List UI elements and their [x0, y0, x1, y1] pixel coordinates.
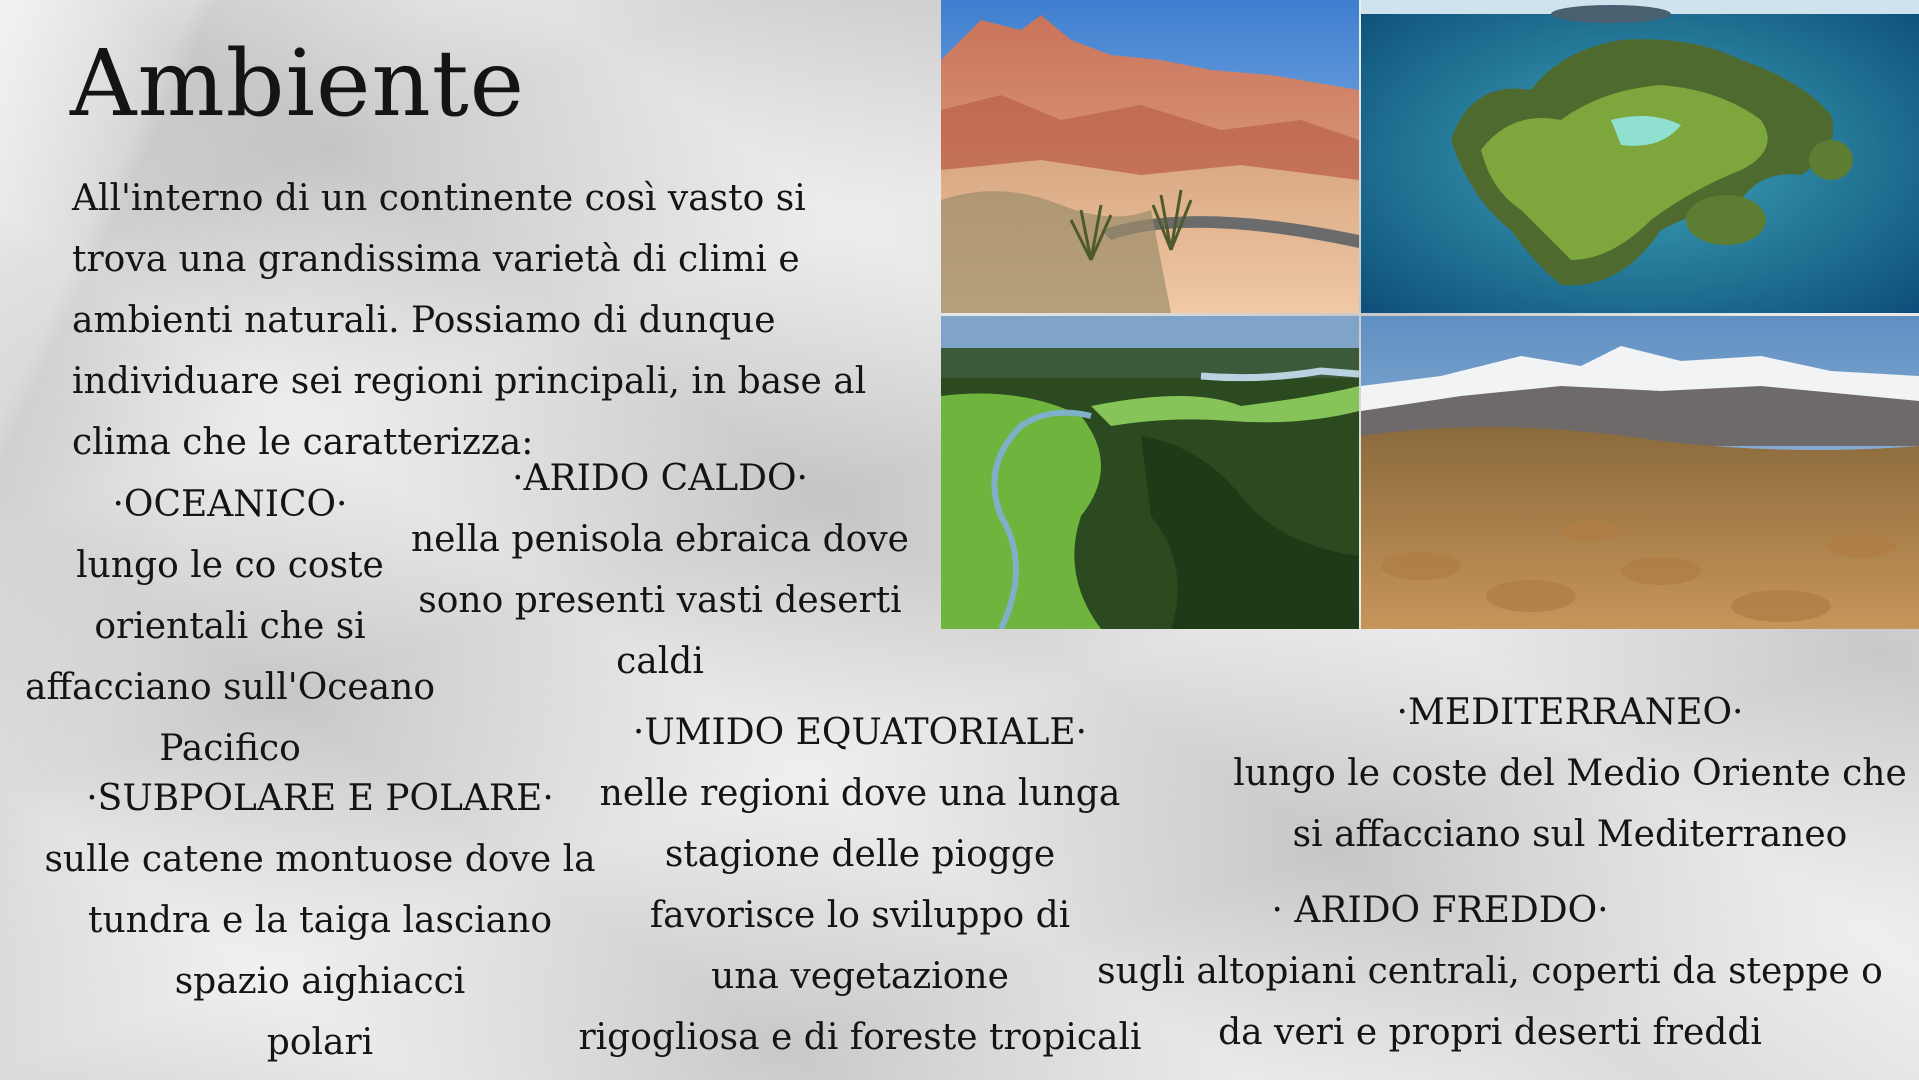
region-arido-caldo: [395, 448, 925, 692]
region-line: rigogliosa e di foreste tropicali: [578, 1017, 1142, 1058]
region-line: una vegetazione: [711, 956, 1009, 997]
region-line: caldi: [616, 641, 704, 682]
region-heading: ·ARIDO CALDO·: [512, 458, 808, 499]
region-heading: ·SUBPOLARE E POLARE·: [86, 778, 554, 819]
intro-line: ambienti naturali. Possiamo di dunque: [72, 300, 776, 341]
region-line: Pacifico: [159, 728, 301, 769]
region-heading: ·UMIDO EQUATORIALE·: [632, 712, 1088, 753]
region-line: favorisce lo sviluppo di: [649, 895, 1071, 936]
region-line: nelle regioni dove una lunga: [599, 773, 1121, 814]
region-line: nella penisola ebraica dove: [410, 519, 909, 560]
region-line: stagione delle piogge: [664, 834, 1056, 875]
region-heading: ·OCEANICO·: [112, 484, 348, 525]
region-subpolare-polare: [10, 768, 630, 1073]
region-line: lungo le coste del Medio Oriente che: [1233, 753, 1907, 794]
intro-line: clima che le caratterizza:: [72, 422, 534, 463]
region-line: da veri e propri deserti freddi: [1218, 1012, 1762, 1053]
intro-paragraph: [72, 168, 942, 473]
page-title: Ambiente: [70, 30, 526, 137]
intro-line: trova una grandissima varietà di climi e: [72, 239, 800, 280]
region-line: lungo le co coste: [76, 545, 384, 586]
region-line: sono presenti vasti deserti: [418, 580, 902, 621]
region-line: sulle catene montuose dove la: [44, 839, 596, 880]
wetland-photo: [941, 316, 1359, 629]
steppe-mountain-photo: [1361, 316, 1919, 629]
region-heading: ·MEDITERRANEO·: [1396, 692, 1744, 733]
region-line: orientali che si: [94, 606, 366, 647]
photo-grid: [941, 0, 1919, 629]
intro-line: All'interno di un continente così vasto si: [72, 178, 806, 219]
island-photo: [1361, 0, 1919, 313]
region-mediterraneo: [1210, 682, 1919, 865]
region-line: si affacciano sul Mediterraneo: [1292, 814, 1848, 855]
region-oceanico: [0, 474, 460, 779]
region-line: spazio aighiacci: [174, 961, 466, 1002]
region-line: sugli altopiani centrali, coperti da steppe o: [1097, 951, 1883, 992]
region-arido-freddo: [1060, 880, 1919, 1063]
desert-photo: [941, 0, 1359, 313]
region-line: polari: [266, 1022, 374, 1063]
region-line: affacciano sull'Oceano: [25, 667, 435, 708]
region-heading: · ARIDO FREDDO·: [1271, 890, 1609, 931]
intro-line: individuare sei regioni principali, in base al: [72, 361, 867, 402]
region-line: tundra e la taiga lasciano: [87, 900, 552, 941]
